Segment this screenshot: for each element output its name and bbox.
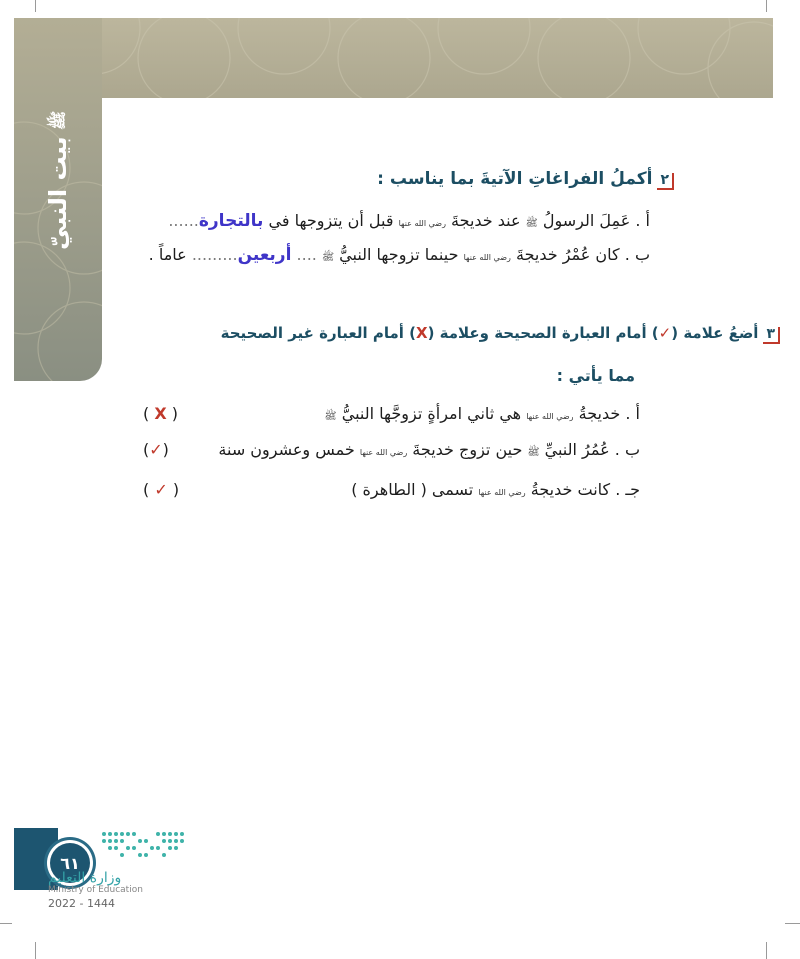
q2-item-a-hon-prophet: ﷺ (525, 218, 538, 229)
q2-item-a-label: أ . (635, 211, 650, 230)
q3-item-c (351, 480, 640, 499)
crop-mark-bottom-right (766, 942, 767, 959)
header-banner (14, 18, 773, 98)
q3-prompt-part1: أضعُ علامة ( (671, 324, 759, 342)
q3-prompt-part3: ) أمام العبارة غير الصحيحة (220, 324, 416, 342)
q3-prompt-part2: ) أمام العبارة الصحيحة وعلامة ( (427, 324, 659, 342)
q2-heading (377, 169, 674, 190)
chapter-title-honorific: ﷺ (48, 110, 68, 130)
q2-item-a-hon-radiya: رضي الله عنها (398, 219, 446, 228)
q3-prompt-x-icon: X (415, 324, 428, 342)
q3-item-b-text3: خمس وعشرون سنة (218, 440, 355, 459)
ministry-logo-icon (98, 830, 190, 870)
q3-item-a-text2: هي ثاني امرأةٍ تزوجَّها النبيُّ (341, 404, 522, 423)
q2-item-b-hon-prophet: ﷺ (321, 252, 335, 263)
q3-item-b-answer-mark: (✓) (143, 440, 169, 459)
q3-item-c-label: جـ . (615, 480, 640, 499)
q3-item-a-text: خديجةُ (578, 404, 621, 423)
crop-mark-right-bottom (785, 923, 800, 924)
edition-year: 2022 - 1444 (48, 897, 115, 910)
q3-item-a (325, 404, 640, 424)
ministry-name-arabic: وزارة التعليم (48, 870, 122, 886)
q3-item-c-mark: ✓ (154, 480, 168, 499)
q3-item-b-hon-prophet: ﷺ (527, 447, 540, 458)
q3-item-b (218, 440, 640, 460)
q2-item-b-hon-radiya: رضي الله عنها (463, 253, 511, 262)
q2-item-a-answer: بالتجارة (198, 211, 264, 231)
geometric-pattern-icon (14, 18, 773, 98)
q3-item-b-hon-radiya: رضي الله عنها (359, 448, 408, 457)
q3-item-a-label: أ . (625, 404, 640, 423)
q3-item-c-hon-radiya: رضي الله عنها (478, 488, 526, 497)
chapter-title-text: بيت النبيّ (44, 135, 72, 250)
q3-item-c-answer-mark: ( ✓ ) (143, 480, 180, 499)
q3-item-b-mark: ✓ (149, 440, 163, 459)
q3-item-c-text2: تسمى ( الطاهرة ) (351, 480, 474, 499)
q3-item-a-hon-prophet: ﷺ (324, 411, 337, 422)
q3-item-a-hon-radiya: رضي الله عنها (526, 412, 574, 421)
q2-item-b-text-mid: حينما تزوجها النبيُّ (339, 245, 459, 264)
q2-item-a-text-mid: عند خديجةَ (451, 211, 521, 230)
q3-item-b-label: ب . (614, 440, 640, 459)
q3-number-badge: ٣ (763, 327, 780, 344)
crop-mark-bottom-left (35, 942, 36, 959)
q2-item-a-text-before: عَمِلَ الرسولُ (542, 211, 631, 230)
crop-mark-top-right (766, 0, 767, 12)
q2-item-a-dots: ...... (168, 211, 199, 230)
q3-heading-line2 (557, 366, 635, 385)
q2-item-b-label: ب . (624, 245, 650, 264)
page-number: ٦١ (60, 853, 80, 873)
q2-prompt: أكملُ الفراغاتِ الآتيةَ بما يناسب : (377, 169, 653, 189)
q3-prompt-check-icon: ✓ (658, 324, 672, 342)
crop-mark-left-bottom (0, 923, 12, 924)
q2-item-b-dots-b: ......... (191, 245, 238, 264)
q2-item-b-text-after: عاماً . (148, 245, 187, 264)
q3-heading (221, 324, 780, 344)
q2-number-badge: ٢ (657, 173, 674, 190)
q3-item-b-text: عُمُرُ النبيِّ (544, 440, 610, 459)
q3-prompt-line2: مما يأتي : (556, 366, 635, 385)
q3-item-a-answer-mark: ( X ) (143, 404, 179, 423)
q2-item-b (149, 245, 650, 265)
q2-item-b-dots-a: .... (296, 245, 317, 264)
q2-item-b-answer: أربعين (237, 245, 292, 265)
q3-item-b-text2: حين تزوج خديجةَ (412, 440, 523, 459)
ministry-name-english: Ministry of Education (48, 885, 143, 895)
q3-item-c-text: كانت خديجةُ (530, 480, 611, 499)
q3-item-a-mark: X (154, 404, 167, 423)
q2-item-a (168, 211, 650, 231)
crop-mark-top-left (35, 0, 36, 12)
q2-item-b-text-before: كان عُمْرُ خديجةَ (515, 245, 620, 264)
q2-item-a-text-after: قبل أن يتزوجها في (268, 211, 394, 230)
chapter-title (36, 95, 80, 265)
